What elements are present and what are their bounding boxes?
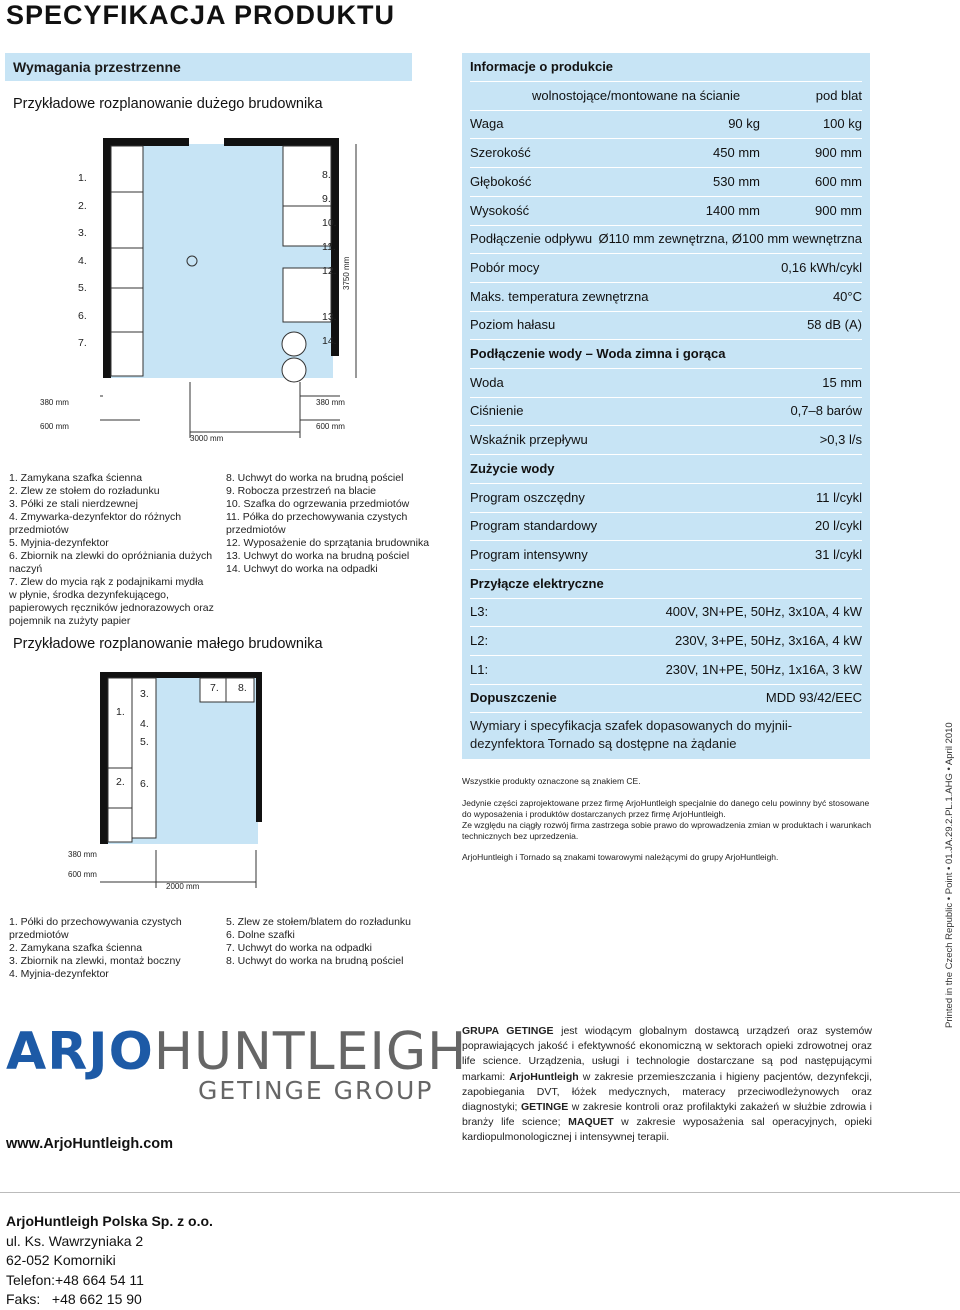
section-header: Zużycie wody bbox=[470, 460, 555, 476]
legend-item: 1. Półki do przechowywania czystych bbox=[9, 916, 182, 928]
spec-label: Głębokość bbox=[470, 173, 532, 189]
legend-item: 2. Zamykana szafka ścienna bbox=[9, 942, 143, 954]
address-fax: Faks: +48 662 15 90 bbox=[6, 1291, 142, 1307]
legend-item: 6. Dolne szafki bbox=[226, 929, 295, 941]
getinge-text: jest wiodącym globalnym dostawcą urządzeń oraz systemów poprawiających jakość i efektywność ekonomiczną w sektorach opieki zdrowotnej oraz life science. Urządzenia, usługi i technologie dostarczane są pod następującymi markami: bbox=[462, 1025, 872, 1083]
getinge-bold: GRUPA GETINGE bbox=[462, 1025, 554, 1037]
legend-item: 9. Robocza przestrzeń na blacie bbox=[226, 485, 376, 497]
spec-label: Program intensywny bbox=[470, 546, 588, 562]
logo-arjo: ARJO bbox=[6, 1022, 154, 1082]
info-header: Informacje o produkcie bbox=[470, 59, 614, 74]
space-requirements-header bbox=[5, 53, 412, 81]
spec-value: >0,3 l/s bbox=[819, 432, 862, 448]
spec-label: Program oszczędny bbox=[470, 489, 585, 505]
spec-row bbox=[470, 627, 862, 656]
spec-value: Ø110 mm zewnętrzna, Ø100 mm wewnętrzna bbox=[598, 231, 862, 247]
parts-note: Jedynie części zaprojektowane przez firmę ArjoHuntleigh specjalnie do danego celu powinny być stosowane do wyposażenia i produktów dostarczanych przez firmę ArjoHuntleigh. bbox=[462, 798, 870, 819]
section-header: Dopuszczenie bbox=[470, 690, 557, 706]
legend-item: 5. Zlew ze stołem/blatem do rozładunku bbox=[226, 916, 412, 928]
plan-number: 3. bbox=[78, 227, 87, 239]
legend-item: 7. Zlew do mycia rąk z podajnikami mydła bbox=[9, 576, 204, 588]
legend-item: 3. Zbiornik na zlewki, montaż boczny bbox=[9, 955, 181, 967]
legend-item: 8. Uchwyt do worka na brudną pościel bbox=[226, 955, 404, 967]
arjohuntleigh-logo bbox=[6, 1022, 467, 1082]
legend-item: przedmiotów bbox=[9, 929, 69, 941]
product-info-panel bbox=[462, 53, 870, 759]
section-header: Podłączenie wody – Woda zimna i gorąca bbox=[470, 346, 726, 361]
changes-note: Ze względu na ciągły rozwój firma zastrzega sobie prawo do wprowadzenia zmian w produktach i warunkach technicznych bez uprzedzenia. bbox=[462, 820, 872, 841]
legend-item: 6. Zbiornik na zlewki do opróżniania dużych bbox=[9, 550, 213, 562]
dim-380-left: 380 mm bbox=[40, 398, 69, 407]
spec-value: 230V, 1N+PE, 50Hz, 1x16A, 3 kW bbox=[665, 661, 862, 677]
legend-item: przedmiotów bbox=[9, 524, 69, 536]
small-plan-number-4: 4. bbox=[140, 718, 149, 730]
legend-item: przedmiotów bbox=[226, 524, 286, 536]
spec-label: Poziom hałasu bbox=[470, 317, 556, 333]
spec-value: 230V, 3+PE, 50Hz, 3x16A, 4 kW bbox=[674, 633, 862, 648]
dim-600-left: 600 mm bbox=[40, 422, 69, 431]
spec-value: 1400 mm bbox=[705, 202, 760, 218]
large-plan-legend-left bbox=[9, 472, 214, 628]
spec-label: L2: bbox=[470, 633, 489, 648]
large-plan-left-numbers bbox=[78, 165, 87, 358]
getinge-text: w zakresie kontroli oraz profilaktyki zakażeń w służbie zdrowia i branży life science; bbox=[462, 1101, 872, 1129]
spec-row-temp bbox=[470, 283, 862, 312]
small-plan-number-5: 5. bbox=[140, 736, 149, 748]
small-dim-600: 600 mm bbox=[68, 870, 97, 879]
spec-value: 900 mm bbox=[815, 145, 862, 161]
page-title: SPECYFIKACJA PRODUKTU bbox=[6, 0, 396, 30]
small-dim-2000: 2000 mm bbox=[166, 882, 200, 891]
print-info bbox=[940, 722, 960, 1030]
spec-value: 58 dB (A) bbox=[807, 317, 862, 333]
getinge-group-logo: GETINGE GROUP bbox=[198, 1076, 434, 1105]
legend-item: 12. Wyposażenie do sprzątania brudownika bbox=[226, 537, 430, 549]
spec-row bbox=[470, 397, 862, 426]
plan-number: 7. bbox=[78, 337, 87, 349]
spec-value: 20 l/cykl bbox=[815, 518, 862, 534]
plan-number: 12. bbox=[322, 265, 337, 277]
spec-label: Szerokość bbox=[470, 145, 531, 161]
small-dim-380: 380 mm bbox=[68, 850, 97, 859]
small-plan-number-6: 6. bbox=[140, 778, 149, 790]
legend-item: 5. Myjnia-dezynfektor bbox=[9, 537, 109, 549]
spec-value: 0,16 kWh/cykl bbox=[781, 259, 862, 275]
small-room-floor-plan bbox=[60, 668, 280, 898]
website-link[interactable]: www.ArjoHuntleigh.com bbox=[6, 1136, 174, 1152]
legend-item: 4. Myjnia-dezynfektor bbox=[9, 968, 109, 980]
large-plan-legend-right bbox=[226, 472, 429, 576]
spec-row-power bbox=[470, 254, 862, 283]
small-plan-number-2: 2. bbox=[116, 776, 125, 788]
spec-row bbox=[470, 197, 862, 226]
legend-item: 2. Zlew ze stołem do rozładunku bbox=[9, 485, 160, 497]
spec-row bbox=[470, 426, 862, 455]
plan-number: 6. bbox=[78, 309, 87, 322]
spec-value: 40°C bbox=[832, 288, 862, 304]
dim-3000: 3000 mm bbox=[190, 434, 224, 443]
legend-item: 14. Uchwyt do worka na odpadki bbox=[226, 563, 378, 575]
spec-label: L3: bbox=[470, 604, 489, 620]
spec-value: 530 mm bbox=[713, 173, 760, 189]
spec-label: Pobór mocy bbox=[470, 259, 540, 275]
spec-label: L1: bbox=[470, 661, 489, 677]
legend-item: 8. Uchwyt do worka na brudną pościel bbox=[226, 472, 404, 484]
small-plan-legend-right bbox=[226, 916, 411, 968]
dim-3750: 3750 mm bbox=[342, 256, 351, 290]
plan-number: 4. bbox=[78, 254, 87, 267]
spec-row-noise bbox=[470, 311, 862, 340]
ce-note: Wszystkie produkty oznaczone są znakiem CE. bbox=[462, 776, 641, 786]
space-requirements-label: Wymagania przestrzenne bbox=[13, 59, 181, 75]
spec-row bbox=[470, 369, 862, 398]
spec-label: Waga bbox=[470, 116, 504, 132]
plan-number: 2. bbox=[78, 199, 87, 212]
spec-row bbox=[470, 139, 862, 168]
cabinet-footnote bbox=[470, 717, 792, 753]
elec-header-row bbox=[470, 570, 862, 599]
plan-number: 8. bbox=[322, 169, 331, 181]
small-plan-number-7: 7. bbox=[210, 682, 219, 694]
small-plan-number-3: 3. bbox=[140, 688, 149, 700]
legend-item: 1. Zamykana szafka ścienna bbox=[9, 472, 143, 484]
legend-item: 7. Uchwyt do worka na odpadki bbox=[226, 942, 372, 954]
col-undercounter: pod blat bbox=[815, 87, 862, 103]
plan-number: 10. bbox=[322, 217, 337, 229]
spec-value: 0,7–8 barów bbox=[790, 403, 862, 419]
legend-item: papierowych ręczników jednorazowych oraz bbox=[9, 602, 214, 614]
spec-label: Podłączenie odpływu bbox=[470, 231, 593, 247]
small-plan-number-1: 1. bbox=[116, 706, 125, 718]
col-freestanding: wolnostojące/montowane na ścianie bbox=[532, 87, 741, 103]
company-name: ArjoHuntleigh Polska Sp. z o.o. bbox=[6, 1213, 213, 1229]
spec-value: MDD 93/42/EEC bbox=[765, 690, 862, 706]
spec-label: Wysokość bbox=[470, 202, 530, 218]
spec-label: Maks. temperatura zewnętrzna bbox=[470, 288, 649, 304]
legend-item: pojemnik na zużyty papier bbox=[9, 615, 131, 627]
footnote-line: dezynfektora Tornado są dostępne na żądanie bbox=[470, 736, 737, 751]
plan-number: 1. bbox=[78, 172, 87, 184]
spec-value: 11 l/cykl bbox=[816, 489, 862, 505]
legend-item: w płynie, środka dezynfekującego, bbox=[9, 589, 169, 601]
water-header-row bbox=[470, 340, 862, 369]
spec-value: 90 kg bbox=[728, 116, 760, 132]
spec-value: 600 mm bbox=[815, 173, 862, 189]
address-city: 62-052 Komorniki bbox=[6, 1252, 116, 1268]
print-info-text: Printed in the Czech Republic • Point • 01.JA.29.2.PL.1.AHG • April 2010 bbox=[944, 722, 955, 1028]
trademark-note: ArjoHuntleigh i Tornado są znakami towarowymi należącymi do grupy ArjoHuntleigh. bbox=[462, 852, 779, 862]
getinge-bold: ArjoHuntleigh bbox=[509, 1070, 579, 1083]
spec-row bbox=[470, 168, 862, 197]
legend-item: 13. Uchwyt do worka na brudną pościel bbox=[226, 550, 410, 562]
spec-row-drain bbox=[470, 225, 862, 254]
spec-value: 15 mm bbox=[822, 374, 862, 390]
getinge-text: w zakresie wyposażenia sal operacyjnych, opieki kardiopulmonologicznej i intensywnej terapii. bbox=[462, 1116, 872, 1144]
address-street: ul. Ks. Wawrzyniaka 2 bbox=[6, 1232, 144, 1249]
large-plan-right-numbers bbox=[322, 163, 337, 353]
legend-item: 11. Półka do przechowywania czystych bbox=[226, 511, 408, 523]
spec-row bbox=[470, 110, 862, 139]
small-plan-number-8: 8. bbox=[238, 682, 247, 694]
legend-item: 10. Szafka do ogrzewania przedmiotów bbox=[226, 498, 410, 510]
spec-row bbox=[470, 598, 862, 627]
logo-huntleigh: HUNTLEIGH bbox=[153, 1022, 468, 1082]
legend-item: 4. Zmywarka-dezynfektor do różnych bbox=[9, 511, 182, 523]
usage-header-row bbox=[470, 455, 862, 484]
dim-380-right: 380 mm bbox=[316, 398, 345, 407]
spec-row bbox=[470, 484, 862, 513]
spec-value: 100 kg bbox=[822, 116, 862, 132]
getinge-group-description bbox=[462, 1024, 872, 1146]
footer-divider bbox=[0, 1192, 960, 1193]
plan-number: 14. bbox=[322, 335, 337, 347]
getinge-bold: MAQUET bbox=[568, 1116, 614, 1129]
spec-label: Program standardowy bbox=[470, 518, 598, 534]
spec-row bbox=[470, 512, 862, 541]
spec-value: 450 mm bbox=[713, 145, 760, 161]
spec-value: 900 mm bbox=[815, 202, 862, 218]
plan-number: 13. bbox=[322, 311, 337, 323]
spec-row bbox=[470, 541, 862, 570]
spec-label: Woda bbox=[470, 374, 504, 390]
company-address bbox=[6, 1212, 213, 1310]
small-plan-title: Przykładowe rozplanowanie małego brudownika bbox=[13, 636, 323, 652]
plan-number: 9. bbox=[322, 193, 331, 205]
getinge-bold: GETINGE bbox=[520, 1101, 569, 1114]
spec-label: Ciśnienie bbox=[470, 403, 524, 419]
info-column-headers bbox=[470, 82, 862, 111]
spec-value: 400V, 3N+PE, 50Hz, 3x10A, 4 kW bbox=[665, 604, 862, 620]
legend-item: naczyń bbox=[9, 563, 43, 575]
legend-item: 3. Półki ze stali nierdzewnej bbox=[9, 498, 138, 510]
spec-value: 31 l/cykl bbox=[815, 546, 862, 562]
spec-row bbox=[470, 656, 862, 685]
spec-row-approval bbox=[470, 684, 862, 713]
spec-label: Wskaźnik przepływu bbox=[470, 432, 588, 448]
plan-number: 5. bbox=[78, 282, 87, 294]
getinge-text: w zakresie przemieszczania i higieny pacjentów, dezynfekcji, zapobiegania DVT, łóżek medycznych, materacy przeciwodleżynowych oraz diagnostyki; bbox=[462, 1070, 872, 1114]
address-phone: Telefon:+48 664 54 11 bbox=[6, 1271, 144, 1288]
footnote-line: Wymiary i specyfikacja szafek dopasowanych do myjnii- bbox=[470, 718, 793, 733]
info-header-row bbox=[470, 53, 862, 82]
dim-600-right: 600 mm bbox=[316, 422, 345, 431]
section-header: Przyłącze elektryczne bbox=[470, 575, 604, 591]
small-plan-legend-left bbox=[9, 916, 182, 981]
plan-number: 11. bbox=[322, 241, 336, 253]
large-plan-title: Przykładowe rozplanowanie dużego brudownika bbox=[13, 96, 323, 112]
